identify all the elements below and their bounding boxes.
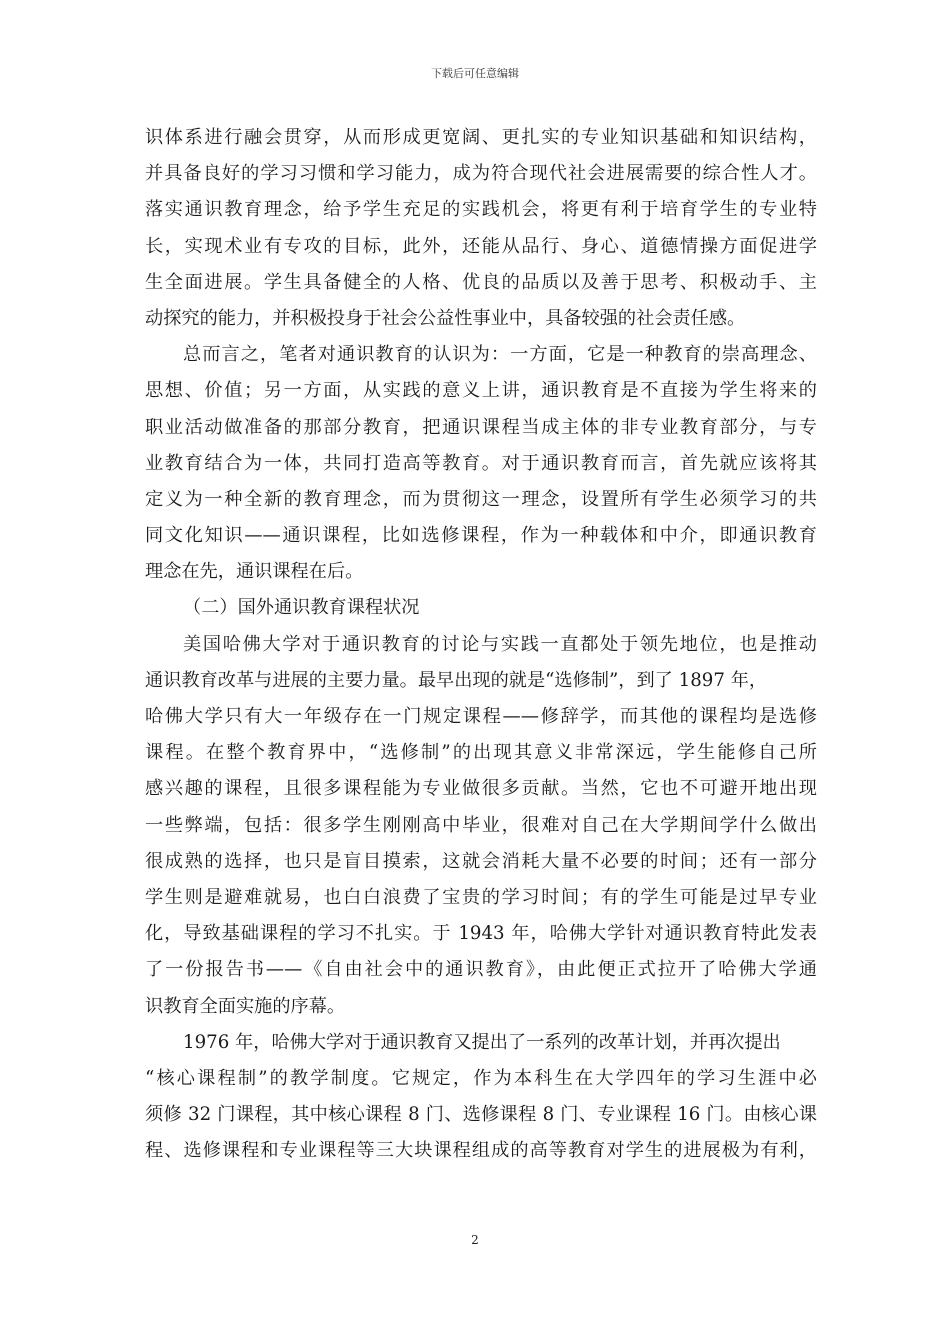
page-header: 下载后可任意编辑 [431, 67, 519, 80]
text-line: 了一份报告书——《自由社会中的通识教育》，由此便正式拉开了哈佛大学通 [145, 959, 817, 981]
text-line: 理念在先，通识课程在后。 [145, 561, 364, 583]
text-line: 思想、价值；另一方面，从实践的意义上讲，通识教育是不直接为学生将来的 [145, 380, 817, 402]
text-line: 职业活动做准备的那部分教育，把通识课程当成主体的非专业教育部分，与专 [145, 416, 817, 438]
text-line: 很成熟的选择，也只是盲目摸索，这就会消耗大量不必要的时间；还有一部分 [145, 850, 817, 872]
text-line: 动探究的能力，并积极投身于社会公益性事业中，具备较强的社会责任感。 [145, 307, 746, 329]
text-line: （二）国外通识教育课程状况 [183, 597, 420, 619]
text-line: 程、选修课程和专业课程等三大块课程组成的高等教育对学生的进展极为有利， [145, 1140, 817, 1162]
text-line: 1976 年，哈佛大学对于通识教育又提出了一系列的改革计划，并再次提出 [183, 1031, 781, 1053]
text-line: 美国哈佛大学对于通识教育的讨论与实践一直都处于领先地位，也是推动 [183, 633, 817, 655]
text-line: 课程。在整个教育界中，“选修制”的出现其意义非常深远，学生能修自己所 [145, 742, 817, 764]
text-line: 业教育结合为一体，共同打造高等教育。对于通识教育而言，首先就应该将其 [145, 452, 817, 474]
text-line: 并具备良好的学习习惯和学习能力，成为符合现代社会进展需要的综合性人才。 [145, 163, 817, 185]
text-line: 识体系进行融会贯穿，从而形成更宽阔、更扎实的专业知识基础和知识结构， [145, 127, 817, 148]
text-line: “核心课程制”的教学制度。它规定，作为本科生在大学四年的学习生涯中必 [145, 1067, 817, 1089]
text-line: 同文化知识——通识课程，比如选修课程，作为一种载体和中介，即通识教育 [145, 525, 817, 547]
text-line: 通识教育改革与进展的主要力量。最早出现的就是“选修制”，到了 1897 年， [145, 669, 768, 691]
page-number: 2 [471, 1233, 479, 1247]
text-line: 定义为一种全新的教育理念，而为贯彻这一理念，设置所有学生必须学习的共 [145, 488, 817, 510]
text-line: 学生则是避难就易，也白白浪费了宝贵的学习时间；有的学生可能是过早专业 [145, 886, 817, 908]
text-line: 落实通识教育理念，给予学生充足的实践机会，将更有利于培育学生的专业特 [145, 199, 817, 221]
text-line: 须修 32 门课程，其中核心课程 8 门、选修课程 8 门、专业课程 16 门。由核心课 [145, 1104, 817, 1126]
text-line: 一些弊端，包括：很多学生刚刚高中毕业，很难对自己在大学期间学什么做出 [145, 814, 817, 836]
text-line: 总而言之，笔者对通识教育的认识为：一方面，它是一种教育的崇高理念、 [183, 344, 817, 366]
text-line: 长，实现术业有专攻的目标，此外，还能从品行、身心、道德情操方面促进学 [145, 235, 817, 257]
text-line: 生全面进展。学生具备健全的人格、优良的品质以及善于思考、积极动手、主 [145, 271, 817, 293]
text-line: 哈佛大学只有大一年级存在一门规定课程——修辞学，而其他的课程均是选修 [145, 706, 817, 727]
document-body [145, 120, 817, 1169]
text-line: 感兴趣的课程，且很多课程能为专业做很多贡献。当然，它也不可避开地出现 [145, 778, 817, 800]
text-line: 识教育全面实施的序幕。 [145, 995, 346, 1017]
text-line: 化，导致基础课程的学习不扎实。于 1943 年，哈佛大学针对通识教育特此发表 [145, 923, 817, 945]
